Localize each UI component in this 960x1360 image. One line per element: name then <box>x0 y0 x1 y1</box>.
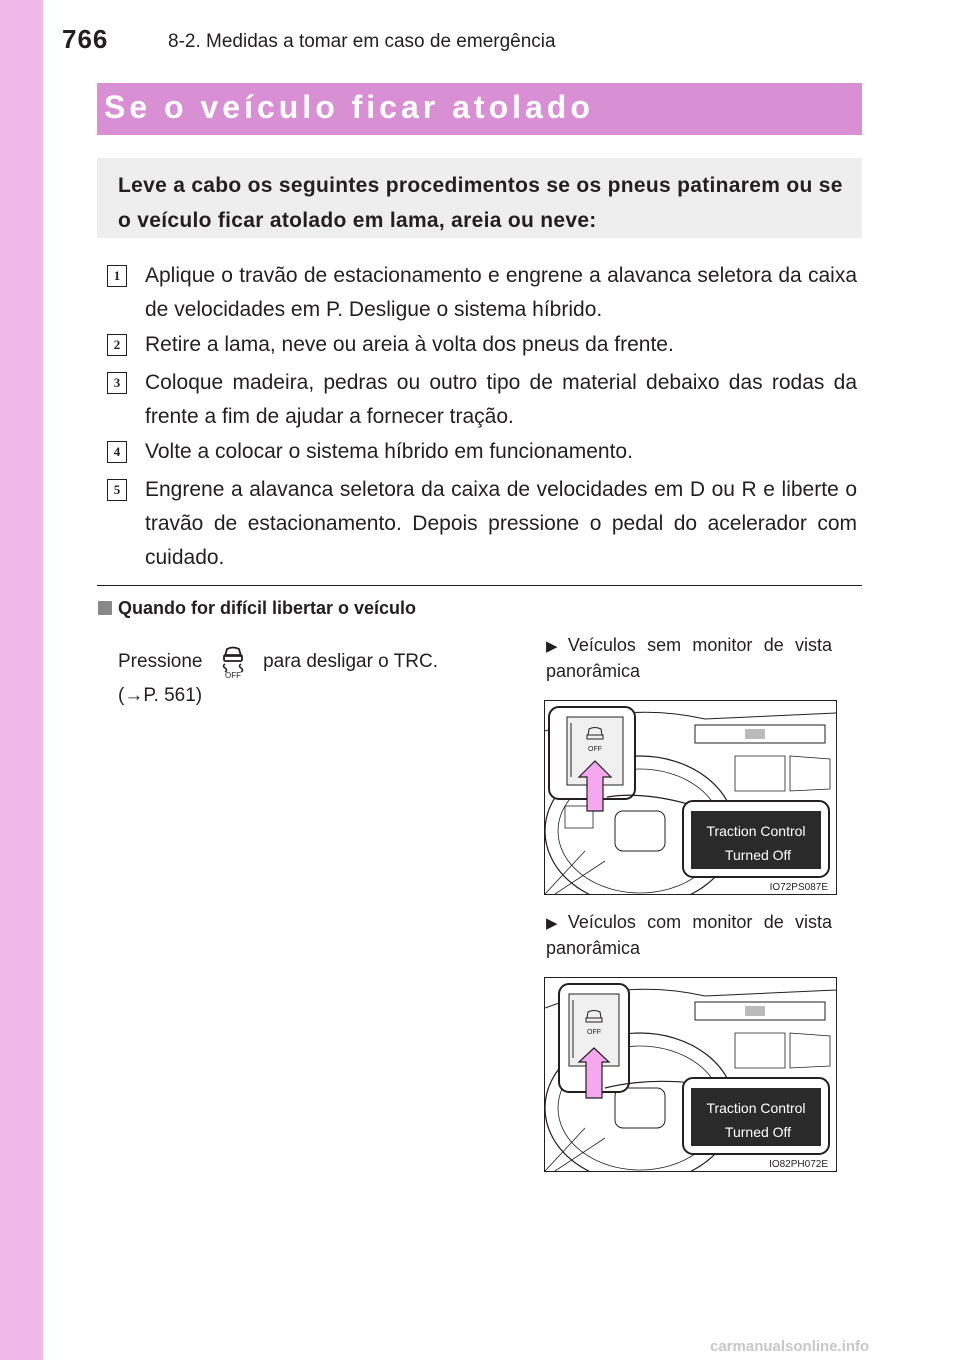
step-text-5: Engrene a alavanca seletora da caixa de velocidades em D ou R e liberte o travão de estacionamento. Depois pressione o pedal do acelerador com cuidado. <box>145 478 857 569</box>
running-header: 8-2. Medidas a tomar em caso de emergência <box>168 31 556 52</box>
trc-text-before: Pressione <box>118 651 203 673</box>
illustration-without-panoramic-monitor <box>544 700 837 895</box>
trc-off-icon <box>208 645 258 679</box>
step-number-5: 5 <box>107 479 127 501</box>
section-divider <box>97 585 862 586</box>
step-text-3: Coloque madeira, pedras ou outro tipo de material debaixo das rodas da frente a fim de ajudar a fornecer tração. <box>145 371 857 428</box>
svg-text:OFF: OFF <box>587 1029 601 1036</box>
step-number-2: 2 <box>107 334 127 356</box>
trc-instruction <box>118 645 498 712</box>
page-title: Se o veículo ficar atolado <box>104 89 594 125</box>
page-reference-link[interactable]: (→P. 561) <box>118 685 203 706</box>
variant-label-2: ▶ Veículos com monitor de vista panorâmica <box>546 912 832 958</box>
illustration-code-2: IO82PH072E <box>769 1159 828 1170</box>
step-text-2: Retire a lama, neve ou areia à volta dos pneus da frente. <box>145 333 674 356</box>
illustration-with-panoramic-monitor <box>544 977 837 1172</box>
step-text-4: Volte a colocar o sistema híbrido em funcionamento. <box>145 440 633 463</box>
trc-text-after: para desligar o TRC. <box>263 651 439 673</box>
triangle-bullet-icon: ▶ <box>546 638 564 655</box>
variant-label-1: ▶ Veículos sem monitor de vista panorâmica <box>546 635 832 681</box>
triangle-bullet-icon: ▶ <box>546 915 564 932</box>
svg-text:Traction Control: Traction Control <box>706 1100 806 1116</box>
step-number-4: 4 <box>107 441 127 463</box>
watermark: carmanualsonline.info <box>710 1338 870 1355</box>
dashboard-drawing <box>545 701 836 894</box>
step-text-1: Aplique o travão de estacionamento e engrene a alavanca seletora da caixa de velocidades em P. Desligue o sistema híbrido. <box>145 264 857 321</box>
intro-text: Leve a cabo os seguintes procedimentos se os pneus patinarem ou se o veículo ficar atolado em lama, areia ou neve: <box>118 174 843 232</box>
square-bullet-icon <box>98 601 112 615</box>
svg-text:OFF: OFF <box>588 746 602 753</box>
svg-text:OFF: OFF <box>224 671 241 679</box>
step-number-1: 1 <box>107 265 127 287</box>
svg-text:Turned Off: Turned Off <box>724 847 792 863</box>
illustration-code-1: IO72PS087E <box>769 882 828 893</box>
subsection-heading-text: Quando for difícil libertar o veículo <box>118 598 417 618</box>
side-strip <box>0 0 43 1360</box>
dashboard-drawing <box>545 978 836 1171</box>
svg-text:Turned Off: Turned Off <box>724 1124 792 1140</box>
page-number: 766 <box>62 24 109 54</box>
subsection-heading <box>98 598 416 619</box>
svg-text:Traction Control: Traction Control <box>706 823 806 839</box>
step-number-3: 3 <box>107 372 127 394</box>
